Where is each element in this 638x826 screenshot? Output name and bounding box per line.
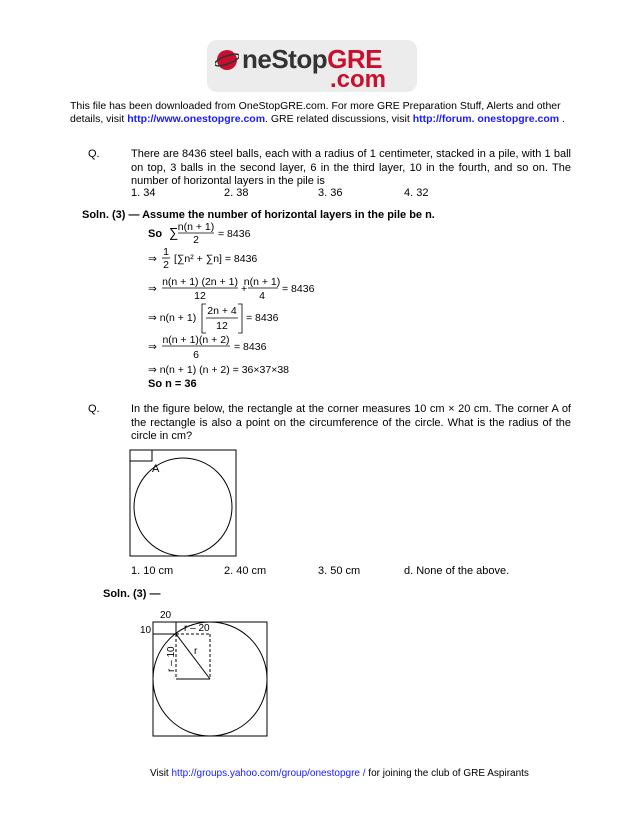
intro-text-3: . bbox=[559, 113, 565, 125]
eq6: ⇒ n(n + 1) (n + 2) = 36×37×38 bbox=[148, 364, 290, 376]
q1-label: Q. bbox=[88, 148, 100, 160]
circle bbox=[134, 458, 232, 556]
eq3-num2: n(n + 1) bbox=[243, 276, 281, 288]
label-r-10: r – 10 bbox=[166, 646, 177, 672]
eq3-den2: 4 bbox=[259, 290, 265, 302]
eq1-rhs: = 8436 bbox=[218, 228, 251, 240]
eq2-text: [∑n² + ∑n] = 8436 bbox=[174, 253, 258, 265]
eq1-denominator: 2 bbox=[193, 234, 199, 246]
sigma-symbol: ∑ bbox=[169, 225, 179, 240]
half-num: 1 bbox=[163, 246, 169, 258]
sol1-heading: Soln. (3) — Assume the number of horizontal layers in the pile be n. bbox=[82, 209, 435, 221]
forum-link[interactable]: http://forum. onestopgre.com bbox=[412, 113, 560, 125]
logo-part2: GRE bbox=[327, 44, 382, 74]
q1-option-4: 4. 32 bbox=[404, 187, 429, 199]
eq4-den: 12 bbox=[216, 320, 228, 332]
corner-rectangle bbox=[130, 450, 152, 461]
footer-text-2: for joining the club of GRE Aspirants bbox=[365, 768, 529, 779]
footer bbox=[150, 768, 529, 779]
eq3-rhs: = 8436 bbox=[282, 283, 315, 295]
eq5-den: 6 bbox=[193, 349, 199, 361]
q1-option-1: 1. 34 bbox=[131, 187, 156, 199]
sol2-figure bbox=[136, 606, 276, 740]
q2-text: In the figure below, the rectangle at the corner measures 10 cm × 20 cm. The corner A of the rectangle is also a point on the circumference of the circle. What is the radius of the circle in cm? bbox=[131, 403, 571, 442]
q1-text: There are 8436 steel balls, each with a radius of 1 centimeter, stacked in a pile, with 1 ball on top, 3 balls in the second layer, 6 in the third layer, 10 in the fourth, and so on. The number of horizontal layers in the pile is bbox=[131, 148, 571, 187]
q1-option-3: 3. 36 bbox=[318, 187, 343, 199]
label-r-20: r – 20 bbox=[184, 623, 210, 634]
sol1-equations bbox=[140, 222, 470, 392]
point-a-label: A bbox=[152, 463, 160, 475]
q2-option-2: 2. 40 cm bbox=[224, 565, 267, 577]
arrow-5: ⇒ bbox=[148, 341, 157, 353]
q2-option-1: 1. 10 cm bbox=[131, 565, 174, 577]
site-link[interactable]: http://www.onestopgre.com bbox=[127, 113, 266, 125]
intro-text: This file has been downloaded from OneStopGRE.com. For more GRE Preparation Stuff, Alerts and other details, visit bbox=[70, 100, 561, 125]
eq4-lhs: ⇒ n(n + 1) bbox=[148, 312, 197, 324]
logo-com: .com bbox=[330, 66, 387, 93]
footer-text: Visit bbox=[150, 768, 172, 779]
so-label: So bbox=[148, 228, 163, 240]
plus-sign: + bbox=[241, 283, 248, 295]
eq5-num: n(n + 1)(n + 2) bbox=[162, 334, 230, 346]
groups-link[interactable]: http://groups.yahoo.com/group/onestopgre / bbox=[171, 768, 366, 779]
half-den: 2 bbox=[163, 259, 169, 271]
radius-line bbox=[176, 634, 210, 679]
eq5-rhs: = 8436 bbox=[234, 341, 267, 353]
label-r: r bbox=[194, 646, 198, 657]
q2-option-3: 3. 50 cm bbox=[318, 565, 361, 577]
label-20: 20 bbox=[160, 610, 172, 621]
eq3-num1: n(n + 1) (2n + 1) bbox=[162, 276, 238, 288]
sol1-conclusion: So n = 36 bbox=[148, 378, 197, 390]
arrow-3: ⇒ bbox=[148, 283, 157, 295]
q2-option-4: d. None of the above. bbox=[404, 565, 510, 577]
eq1-numerator: n(n + 1) bbox=[177, 222, 215, 233]
arrow-2: ⇒ bbox=[148, 253, 157, 265]
corner-rect-2 bbox=[153, 622, 176, 634]
intro-text-2: . GRE related discussions, visit bbox=[265, 113, 413, 125]
sol2-heading: Soln. (3) — bbox=[103, 588, 161, 600]
eq4-num: 2n + 4 bbox=[207, 305, 237, 317]
eq4-rhs: = 8436 bbox=[246, 312, 279, 324]
eq3-den1: 12 bbox=[194, 290, 206, 302]
outer-square bbox=[130, 450, 236, 556]
q1-option-2: 2. 38 bbox=[224, 187, 249, 199]
q2-figure bbox=[128, 448, 240, 560]
label-10: 10 bbox=[140, 625, 152, 636]
intro-paragraph bbox=[70, 100, 590, 126]
logo-part1: neStop bbox=[242, 44, 328, 74]
q2-label: Q. bbox=[88, 403, 100, 415]
